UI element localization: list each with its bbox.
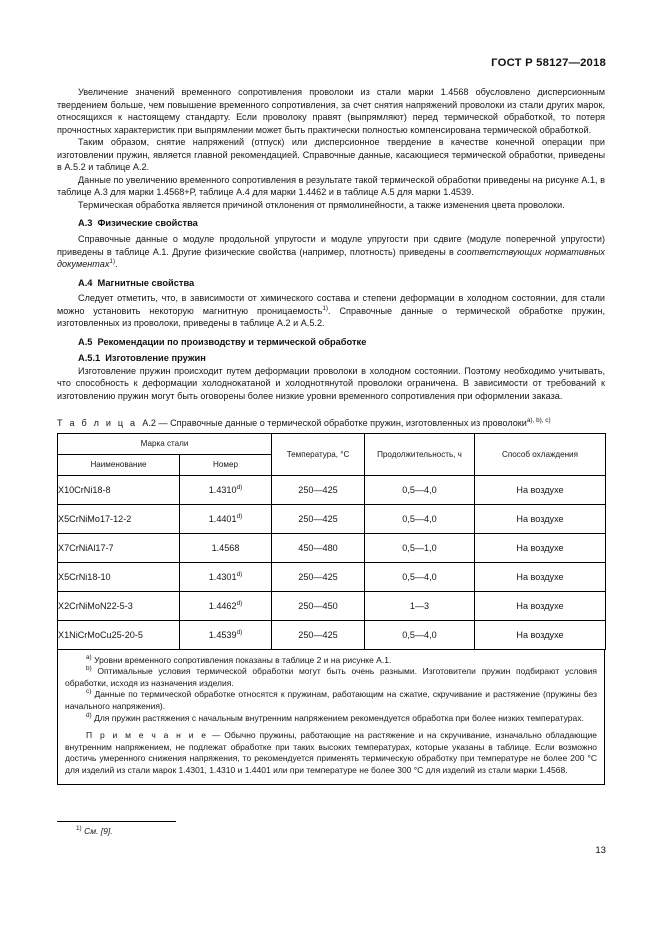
- cell-number: [180, 475, 272, 504]
- spacer: [57, 410, 605, 417]
- table-note-text: Обычно пружины, работающие на растяжение и на скручивание, изначально обладающие внутренним напряжением, не подлежат обработке при таких высоких температурах, которые указаны в таблице. Если возможно достичь умеренного снижения напряжения, то рекомендуется применять термическую обработку при температуре не более 200 °С для изделий из стали марок 1.4301, 1.4310 и 1.4401 или при температуре не более 300 °С для изделий из стали марки 1.4568.: [65, 730, 597, 775]
- table-footnote-b-mark: b): [86, 665, 92, 673]
- page-number: 13: [595, 845, 606, 856]
- heading-a51-number: А.5.1: [78, 353, 101, 364]
- header-cooling: Способ охлаждения: [475, 433, 606, 475]
- cell-number-footnote: d): [236, 512, 243, 520]
- paragraph-a4: [57, 292, 605, 330]
- heading-a3-title: Физические свойства: [97, 218, 198, 229]
- heading-a51-title: Изготовление пружин: [105, 353, 206, 364]
- page-footnote: [76, 826, 113, 836]
- cell-cooling: На воздухе: [475, 562, 606, 591]
- header-number: Номер: [180, 454, 272, 475]
- cell-duration: 1—3: [365, 591, 475, 620]
- cell-number: [180, 533, 272, 562]
- cell-temperature: 450—480: [272, 533, 365, 562]
- table-note-label: П р и м е ч а н и е: [86, 730, 209, 741]
- table-footnote-b-text: Оптимальные условия термической обработки могут быть очень разными. Изготовители пружин подбирают условия обработки, исходя из назначения изделия.: [65, 666, 597, 688]
- table-row: [58, 562, 606, 591]
- page-footnote-text: См. [9].: [84, 826, 113, 836]
- cell-number-value: 1.4539: [208, 629, 237, 640]
- header-temperature: Температура, °С: [272, 433, 365, 475]
- heading-a3: [57, 217, 605, 230]
- cell-name: X2CrNiMoN22-5-3: [58, 591, 180, 620]
- table-caption-text: Справочные данные о термической обработке пружин, изготовленных из проволоки: [170, 417, 527, 428]
- table-note: [65, 730, 597, 776]
- table-note-dash: —: [211, 730, 221, 741]
- paragraph-a4-text-2: . Справочные данные о термической обработке пружин, изготовленных из проволоки, приведены в таблице А.2 и А.5.2.: [57, 305, 605, 329]
- table-row: [58, 620, 606, 649]
- paragraph-a3-italic: соответствующих нормативных документах: [57, 246, 605, 270]
- heading-a4-title: Магнитные свойства: [97, 277, 195, 288]
- cell-number-footnote: d): [236, 483, 243, 491]
- cell-name: X10CrNi18-8: [58, 475, 180, 504]
- table-header-row-1: [58, 433, 606, 454]
- table-caption-footnote-marks: a), b), c): [526, 416, 551, 424]
- cell-cooling: На воздухе: [475, 591, 606, 620]
- heading-a4: [57, 277, 605, 290]
- cell-name: X1NiCrMoCu25-20-5: [58, 620, 180, 649]
- cell-temperature: 250—425: [272, 504, 365, 533]
- page-footnote-mark: 1): [76, 825, 82, 833]
- cell-number: [180, 620, 272, 649]
- cell-name: X5CrNiMo17-12-2: [58, 504, 180, 533]
- cell-duration: 0,5—4,0: [365, 504, 475, 533]
- table-row: [58, 475, 606, 504]
- cell-number-footnote: d): [236, 570, 243, 578]
- paragraph-a3: [57, 233, 605, 271]
- cell-number-value: 1.4310: [208, 484, 237, 495]
- cell-duration: 0,5—4,0: [365, 562, 475, 591]
- paragraph-a3-text-2: .: [115, 259, 118, 270]
- header-steel-grade-group: Марка стали: [58, 433, 272, 454]
- table-caption-label: Т а б л и ц а: [57, 417, 138, 428]
- table-caption-number: А.2: [142, 417, 156, 428]
- cell-number-footnote: d): [236, 628, 243, 636]
- page-header-standard-id: ГОСТ Р 58127—2018: [491, 57, 606, 69]
- table-row: [58, 591, 606, 620]
- table-footnote-d: [65, 713, 597, 725]
- heading-a3-number: А.3: [78, 218, 93, 229]
- cell-cooling: На воздухе: [475, 504, 606, 533]
- table-footnotes-box: [57, 650, 605, 785]
- heat-treatment-table: [57, 433, 606, 650]
- cell-number: [180, 591, 272, 620]
- paragraph-a4-text-1: Следует отметить, что, в зависимости от химического состава и степени деформации в холодном состоянии, для стали можно установить некоторую магнитную проницаемость: [57, 293, 605, 316]
- heading-a5-number: А.5: [78, 336, 93, 347]
- table-footnote-a: [65, 655, 597, 667]
- table-footnote-a-text: Уровни временного сопротивления показаны в таблице 2 и на рисунке А.1.: [94, 654, 392, 665]
- cell-temperature: 250—450: [272, 591, 365, 620]
- header-duration: Продолжительность, ч: [365, 433, 475, 475]
- cell-name: X7CrNiAl17-7: [58, 533, 180, 562]
- cell-temperature: 250—425: [272, 562, 365, 591]
- paragraph-a51: Изготовление пружин происходит путем деформации проволоки в холодном состоянии. Поэтому необходимо учитывать, что способность к деформации холоднокатаной и холоднотянутой проволоки ограничена. В зависимости от требований к изготовлению пружин могут быть оговорены более низкие уровни временного сопротивления при оформлении заказа.: [57, 365, 605, 402]
- cell-number: [180, 504, 272, 533]
- cell-number-value: 1.4401: [208, 513, 237, 524]
- cell-cooling: На воздухе: [475, 533, 606, 562]
- table-footnote-c: [65, 689, 597, 712]
- heading-a5: [57, 336, 605, 349]
- cell-cooling: На воздухе: [475, 620, 606, 649]
- footnote-separator-rule: [57, 821, 176, 822]
- table-row: [58, 533, 606, 562]
- table-row: [58, 504, 606, 533]
- table-head: [58, 433, 606, 475]
- cell-duration: 0,5—4,0: [365, 475, 475, 504]
- cell-duration: 0,5—4,0: [365, 620, 475, 649]
- cell-number: [180, 562, 272, 591]
- paragraph-1: Увеличение значений временного сопротивления проволоки из стали марки 1.4568 обусловлено дисперсионным твердением больше, чем повышение временного сопротивления, за счет снятия напряжений проволоки из стали других марок, относящихся к настоящему стандарту. Если проволоку правят (выпрямляют) перед термической обработкой, то потеря прочностных характеристик при выпрямлении может быть практически полностью компенсирована термической обработкой.: [57, 87, 605, 135]
- cell-number-value: 1.4568: [211, 542, 240, 553]
- table-footnote-d-text: Для пружин растяжения с начальным внутренним напряжением рекомендуется обработка при более низких температурах.: [94, 712, 584, 723]
- paragraph-3: Данные по увеличению временного сопротивления в результате такой термической обработки приведены на рисунке А.1, в таблице А.3 для марки 1.4568+Р, таблице А.4 для марки 1.4462 и в таблице А.5 для марки 1.4539.: [57, 174, 605, 198]
- cell-duration: 0,5—1,0: [365, 533, 475, 562]
- cell-name: X5CrNi18-10: [58, 562, 180, 591]
- heading-a4-number: А.4: [78, 277, 93, 288]
- table-footnote-d-mark: d): [86, 711, 92, 719]
- cell-number-value: 1.4462: [208, 600, 237, 611]
- table-footnote-c-text: Данные по термической обработке относятся к пружинам, работающим на сжатие, скручивание и растяжение (пружины без начального напряжения).: [65, 689, 597, 711]
- paragraph-a3-text-1: Справочные данные о модуле продольной упругости и модуле упругости при сдвиге (модуле поперечной упругости) приведены в таблице А.1. Другие физические свойства (например, плотность) приведены в: [57, 234, 605, 257]
- cell-temperature: 250—425: [272, 620, 365, 649]
- cell-number-footnote: d): [236, 599, 243, 607]
- table-caption: [57, 417, 605, 429]
- document-content: [57, 86, 605, 785]
- heading-a5-title: Рекомендации по производству и термической обработке: [97, 336, 367, 347]
- heading-a51: [57, 352, 605, 365]
- cell-number-value: 1.4301: [208, 571, 237, 582]
- paragraph-2: Таким образом, снятие напряжений (отпуск) или дисперсионное твердение в качестве конечной операции при изготовлении пружин, является главной рекомендацией. Справочные данные, касающиеся термической обработки, приведены в А.5.2 и таблице А.2.: [57, 137, 605, 173]
- footnote-ref-a3: 1): [109, 258, 116, 266]
- footnote-ref-a4: 1): [322, 304, 329, 312]
- table-footnote-c-mark: c): [86, 688, 92, 696]
- table-footnote-b: [65, 666, 597, 689]
- table-caption-dash: —: [158, 417, 168, 428]
- paragraph-4: Термическая обработка является причиной отклонения от прямолинейности, а также изменения цвета проволоки.: [78, 199, 565, 210]
- header-name: Наименование: [58, 454, 180, 475]
- cell-cooling: На воздухе: [475, 475, 606, 504]
- spacer: [57, 403, 605, 410]
- cell-temperature: 250—425: [272, 475, 365, 504]
- table-footnote-a-mark: a): [86, 653, 92, 661]
- table-body: [58, 475, 606, 649]
